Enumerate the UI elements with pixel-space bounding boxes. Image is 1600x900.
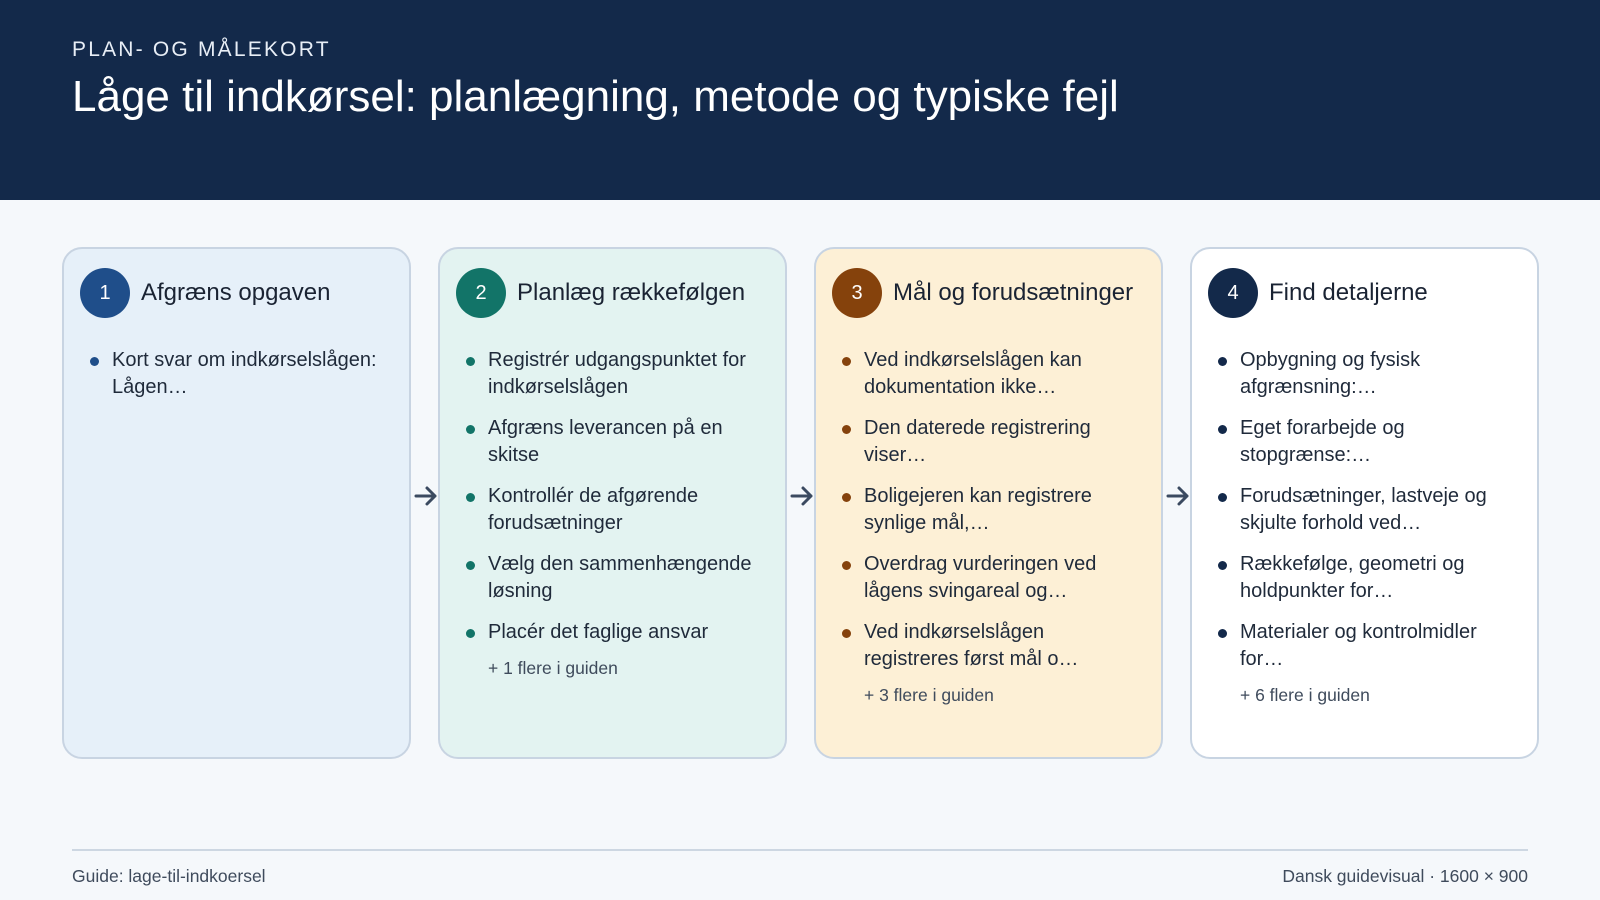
- step-bullet-list: [832, 347, 1145, 673]
- list-item: [1208, 619, 1521, 673]
- list-item: [456, 551, 769, 605]
- step-card-header: [456, 267, 769, 319]
- more-in-guide-note: + 6 flere i guiden: [1240, 685, 1370, 705]
- list-item: [832, 347, 1145, 401]
- bullet-dot-icon: [1218, 561, 1227, 570]
- header-banner: [0, 0, 1600, 200]
- step-bullet-list: [80, 347, 393, 401]
- bullet-dot-icon: [1218, 357, 1227, 366]
- list-item-text: Eget forarbejde og stopgrænse:…: [1240, 417, 1405, 466]
- list-item-text: Den daterede registrering viser…: [864, 417, 1091, 466]
- arrow-right-icon: [1165, 483, 1191, 509]
- footer-credit: Dansk guidevisual · 1600 × 900: [1282, 866, 1528, 886]
- bullet-dot-icon: [842, 425, 851, 434]
- list-item: [456, 483, 769, 537]
- step-bullet-list: [1208, 347, 1521, 673]
- list-item-text: Registrér udgangspunktet for indkørselslågen: [488, 349, 746, 398]
- more-in-guide-note: + 1 flere i guiden: [488, 658, 618, 678]
- arrow-right-icon: [413, 483, 439, 509]
- footer-guide-slug: Guide: lage-til-indkoersel: [72, 866, 266, 886]
- bullet-dot-icon: [466, 357, 475, 366]
- step-number-badge: 2: [456, 268, 506, 318]
- step-bullet-list: [456, 347, 769, 646]
- step-title: Find detaljerne: [1269, 279, 1428, 306]
- list-item: [1208, 483, 1521, 537]
- list-item: [832, 483, 1145, 537]
- list-item: [1208, 347, 1521, 401]
- bullet-dot-icon: [466, 561, 475, 570]
- list-item: [456, 415, 769, 469]
- step-card-4: [1190, 247, 1539, 759]
- step-card-header: [80, 267, 393, 319]
- step-card-3: [814, 247, 1163, 759]
- bullet-dot-icon: [842, 561, 851, 570]
- page-title: Låge til indkørsel: planlægning, metode og typiske fejl: [72, 72, 1119, 121]
- list-item-text: Kontrollér de afgørende forudsætninger: [488, 485, 699, 534]
- bullet-dot-icon: [466, 425, 475, 434]
- eyebrow-label: PLAN- OG MÅLEKORT: [72, 38, 331, 61]
- list-item: [1208, 415, 1521, 469]
- arrow-right-icon: [789, 483, 815, 509]
- list-item: [832, 551, 1145, 605]
- more-in-guide-note: + 3 flere i guiden: [864, 685, 994, 705]
- step-title: Mål og forudsætninger: [893, 279, 1134, 306]
- bullet-dot-icon: [1218, 493, 1227, 502]
- list-item-text: Ved indkørselslågen registreres først mål o…: [864, 621, 1079, 670]
- step-card-1: [62, 247, 411, 759]
- list-item-text: Rækkefølge, geometri og holdpunkter for…: [1240, 553, 1465, 602]
- bullet-dot-icon: [842, 629, 851, 638]
- list-item-text: Opbygning og fysisk afgrænsning:…: [1240, 349, 1421, 398]
- step-card-2: [438, 247, 787, 759]
- bullet-dot-icon: [1218, 425, 1227, 434]
- bullet-dot-icon: [466, 629, 475, 638]
- list-item-text: Kort svar om indkørselslågen: Lågen…: [112, 349, 377, 398]
- bullet-dot-icon: [466, 493, 475, 502]
- bullet-dot-icon: [842, 493, 851, 502]
- step-number-badge: 4: [1208, 268, 1258, 318]
- list-item-text: Ved indkørselslågen kan dokumentation ikke…: [864, 349, 1082, 398]
- step-cards: [62, 247, 1538, 759]
- step-number-badge: 1: [80, 268, 130, 318]
- list-item-text: Boligejeren kan registrere synlige mål,…: [864, 485, 1092, 534]
- list-item-text: Materialer og kontrolmidler for…: [1240, 621, 1477, 670]
- bullet-dot-icon: [1218, 629, 1227, 638]
- list-item-text: Placér det faglige ansvar: [488, 621, 709, 643]
- list-item-text: Afgræns leverancen på en skitse: [488, 417, 723, 466]
- list-item: [1208, 551, 1521, 605]
- list-item-text: Forudsætninger, lastveje og skjulte forhold ved…: [1240, 485, 1487, 534]
- list-item: [832, 619, 1145, 673]
- bullet-dot-icon: [842, 357, 851, 366]
- step-title: Planlæg rækkefølgen: [517, 279, 746, 306]
- step-number-badge: 3: [832, 268, 882, 318]
- list-item: [832, 415, 1145, 469]
- list-item-text: Overdrag vurderingen ved lågens svingareal og…: [864, 553, 1097, 602]
- step-card-header: [832, 267, 1145, 319]
- list-item: [456, 347, 769, 401]
- step-card-header: [1208, 267, 1521, 319]
- footer-divider: [72, 849, 1528, 851]
- list-item: [80, 347, 393, 401]
- list-item-text: Vælg den sammenhængende løsning: [488, 553, 752, 602]
- step-title: Afgræns opgaven: [141, 279, 331, 306]
- list-item: [456, 619, 769, 646]
- bullet-dot-icon: [90, 357, 99, 366]
